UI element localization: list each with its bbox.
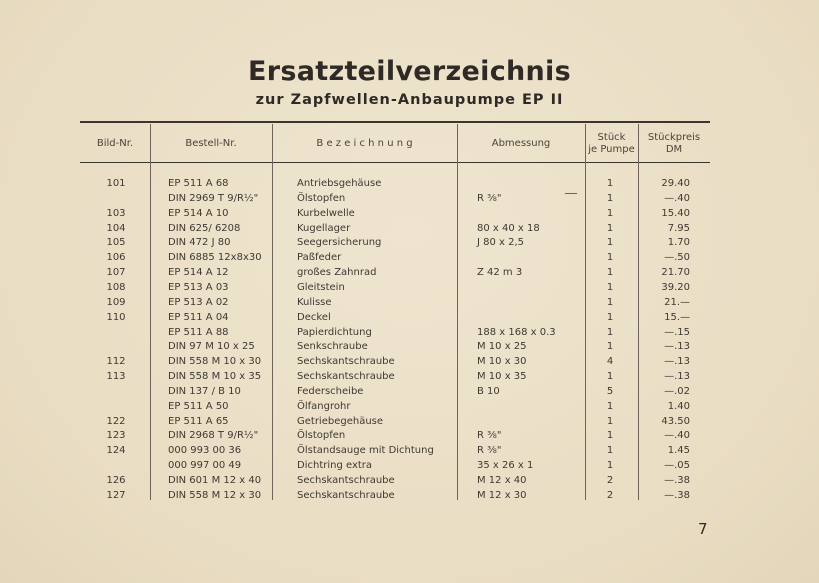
cell-bild-nr: 103 [106, 207, 126, 219]
cell-abmessung: M 12 x 30 [477, 489, 527, 501]
cell-abmessung: M 10 x 35 [477, 371, 527, 383]
cell-abmessung: Z 42 m 3 [477, 267, 523, 279]
cell-stueck: 1 [606, 222, 614, 234]
cell-bestell-nr: DIN 558 M 10 x 35 [168, 371, 262, 383]
table-row [0, 428, 819, 443]
cell-bezeichnung: Sechskantschraube [297, 371, 395, 383]
cell-bestell-nr: DIN 625/ 6208 [168, 222, 241, 234]
header-stueck-line2: je Pumpe [588, 144, 635, 155]
cell-stueckpreis: 29.40 [661, 178, 690, 189]
cell-bestell-nr: EP 513 A 03 [168, 281, 229, 293]
cell-bestell-nr: DIN 558 M 10 x 30 [168, 356, 262, 368]
cell-bezeichnung: Papierdichtung [297, 326, 372, 338]
table-row [0, 235, 819, 250]
page-title: Ersatzteilverzeichnis [248, 56, 571, 87]
cell-stueckpreis: —.40 [664, 430, 690, 442]
cell-bild-nr: 127 [106, 489, 126, 501]
cell-stueckpreis: 21.70 [661, 267, 690, 279]
cell-bild-nr: 113 [106, 371, 126, 383]
cell-stueckpreis: 15.40 [661, 207, 690, 219]
cell-bestell-nr: EP 511 A 88 [168, 326, 229, 338]
cell-bestell-nr: DIN 472 J 80 [168, 237, 231, 249]
cell-bezeichnung: Senkschraube [297, 341, 368, 353]
cell-bezeichnung: Seegersicherung [297, 237, 382, 249]
cell-bestell-nr: DIN 2969 T 9/R½" [168, 192, 259, 204]
cell-stueckpreis: —.38 [664, 475, 690, 486]
header-preis-line2: DM [665, 144, 683, 155]
cell-stueck: 1 [606, 311, 614, 323]
cell-stueckpreis: 1.45 [667, 445, 690, 457]
cell-stueckpreis: 21.— [664, 296, 690, 308]
table-row [0, 369, 819, 384]
cell-abmessung: 188 x 168 x 0.3 [477, 326, 556, 338]
cell-stueck: 1 [606, 371, 614, 383]
cell-bezeichnung: Kugellager [297, 222, 351, 234]
cell-stueck: 1 [606, 252, 614, 264]
cell-bild-nr: 104 [106, 222, 126, 234]
header-abmessung: Abmessung [491, 138, 551, 149]
cell-abmessung: R ⅜" [477, 430, 502, 442]
table-row [0, 310, 819, 325]
table-row [0, 221, 819, 236]
cell-stueckpreis: —.13 [664, 341, 690, 353]
cell-bild-nr: 109 [106, 296, 126, 308]
cell-bezeichnung: Sechskantschraube [297, 489, 395, 501]
table-row [0, 280, 819, 295]
cell-stueckpreis: 43.50 [661, 415, 690, 427]
cell-bezeichnung: Sechskantschraube [297, 475, 395, 486]
cell-bezeichnung: Deckel [297, 311, 331, 323]
table-header-rule [80, 162, 710, 163]
cell-bezeichnung: Getriebegehäuse [297, 415, 384, 427]
cell-bestell-nr: DIN 2968 T 9/R½" [168, 430, 259, 442]
table-top-rule [80, 121, 710, 123]
table-row [0, 295, 819, 310]
cell-bild-nr: 112 [106, 356, 126, 368]
cell-stueckpreis: 1.40 [667, 400, 690, 412]
cell-stueckpreis: 15.— [664, 311, 690, 323]
cell-bestell-nr: DIN 558 M 12 x 30 [168, 489, 262, 501]
cell-stueckpreis: —.40 [664, 192, 690, 204]
cell-abmessung: M 12 x 40 [477, 475, 527, 486]
cell-abmessung: M 10 x 30 [477, 356, 527, 368]
cell-abmessung: B 10 [477, 385, 500, 397]
cell-bild-nr: 124 [106, 445, 126, 457]
cell-stueckpreis: —.13 [664, 371, 690, 383]
cell-bezeichnung: Ölstopfen [297, 192, 346, 204]
cell-stueck: 1 [606, 237, 614, 249]
cell-bezeichnung: Gleitstein [297, 281, 345, 293]
cell-stueck: 1 [606, 267, 614, 279]
table-row [0, 339, 819, 354]
cell-abmessung: 80 x 40 x 18 [477, 222, 540, 234]
cell-bezeichnung: Dichtring extra [297, 460, 373, 472]
cell-stueckpreis: 7.95 [667, 222, 690, 234]
page-number: 7 [698, 520, 708, 538]
cell-abmessung: M 10 x 25 [477, 341, 527, 353]
cell-bestell-nr: EP 511 A 65 [168, 415, 229, 427]
cell-abmessung: J 80 x 2,5 [477, 237, 525, 249]
cell-bestell-nr: EP 511 A 04 [168, 311, 229, 323]
cell-bezeichnung: Paßfeder [297, 252, 342, 264]
cell-bestell-nr: DIN 97 M 10 x 25 [168, 341, 255, 353]
table-row [0, 399, 819, 414]
page-subtitle: zur Zapfwellen-Anbaupumpe EP II [255, 92, 564, 108]
table-row [0, 250, 819, 265]
table-row [0, 191, 819, 206]
table-row [0, 325, 819, 340]
cell-bild-nr: 106 [106, 252, 126, 264]
cell-stueckpreis: 39.20 [661, 281, 690, 293]
cell-bestell-nr: DIN 137 / B 10 [168, 385, 241, 397]
cell-bild-nr: 107 [106, 267, 126, 279]
cell-stueckpreis: —.05 [664, 460, 690, 472]
header-preis-line1: Stückpreis [647, 132, 701, 143]
cell-bild-nr: 126 [106, 475, 126, 486]
cell-stueck: 1 [606, 400, 614, 412]
cell-abmessung: 35 x 26 x 1 [477, 460, 534, 472]
cell-bild-nr: 110 [106, 311, 126, 323]
cell-abmessung: R ⅜" [477, 445, 502, 457]
cell-bild-nr: 101 [106, 178, 126, 189]
table-row [0, 176, 819, 191]
header-bild-nr: Bild-Nr. [96, 138, 134, 149]
cell-stueck: 5 [606, 385, 614, 397]
cell-bestell-nr: 000 993 00 36 [168, 445, 242, 457]
cell-bezeichnung: großes Zahnrad [297, 267, 377, 279]
table-row [0, 458, 819, 473]
cell-stueckpreis: —.50 [664, 252, 690, 264]
cell-bezeichnung: Ölstandsauge mit Dichtung [297, 445, 434, 457]
cell-abmessung: R ⅜" [477, 192, 502, 204]
header-stueck [585, 132, 638, 156]
cell-stueckpreis: 1.70 [667, 237, 690, 249]
cell-bestell-nr: EP 511 A 68 [168, 178, 229, 189]
cell-stueck: 1 [606, 326, 614, 338]
cell-bestell-nr: EP 511 A 50 [168, 400, 229, 412]
cell-bestell-nr: 000 997 00 49 [168, 460, 242, 472]
header-stueck-line1: Stück [597, 132, 626, 143]
header-stueckpreis [638, 132, 710, 156]
cell-bezeichnung: Sechskantschraube [297, 356, 395, 368]
header-bestell-nr: Bestell-Nr. [185, 138, 237, 149]
cell-bild-nr: 123 [106, 430, 126, 442]
cell-bild-nr: 108 [106, 281, 126, 293]
cell-stueck: 4 [606, 356, 614, 368]
cell-stueckpreis: —.15 [664, 326, 690, 338]
table-row [0, 473, 819, 488]
table-row [0, 414, 819, 429]
header-bezeichnung: B e z e i c h n u n g [316, 138, 413, 149]
cell-bestell-nr: DIN 6885 12x8x30 [168, 252, 262, 264]
cell-stueck: 1 [606, 415, 614, 427]
cell-stueck: 1 [606, 192, 614, 204]
cell-bezeichnung: Federscheibe [297, 385, 364, 397]
cell-stueckpreis: —.13 [664, 356, 690, 368]
cell-stueck: 1 [606, 178, 614, 189]
cell-stueck: 2 [606, 475, 614, 486]
cell-stueck: 2 [606, 489, 614, 501]
cell-bezeichnung: Ölstopfen [297, 430, 346, 442]
table-row [0, 265, 819, 280]
cell-stueckpreis: —.38 [664, 489, 690, 501]
table-row [0, 488, 819, 503]
table-row [0, 354, 819, 369]
cell-bezeichnung: Antriebsgehäuse [297, 178, 382, 189]
table-row [0, 384, 819, 399]
cell-stueck: 1 [606, 445, 614, 457]
cell-stueck: 1 [606, 460, 614, 472]
cell-bezeichnung: Kulisse [297, 296, 332, 308]
cell-bestell-nr: DIN 601 M 12 x 40 [168, 475, 262, 486]
cell-bestell-nr: EP 513 A 02 [168, 296, 229, 308]
cell-bild-nr: 122 [106, 415, 126, 427]
cell-stueck: 1 [606, 341, 614, 353]
cell-bezeichnung: Kurbelwelle [297, 207, 355, 219]
cell-stueckpreis: —.02 [664, 385, 690, 397]
cell-bestell-nr: EP 514 A 10 [168, 207, 229, 219]
cell-bestell-nr: EP 514 A 12 [168, 267, 229, 279]
cell-bezeichnung: Ölfangrohr [297, 400, 351, 412]
table-row [0, 206, 819, 221]
cell-stueck: 1 [606, 430, 614, 442]
cell-stueck: 1 [606, 207, 614, 219]
cell-bild-nr: 105 [106, 237, 126, 249]
cell-stueck: 1 [606, 281, 614, 293]
cell-stueck: 1 [606, 296, 614, 308]
table-row [0, 443, 819, 458]
